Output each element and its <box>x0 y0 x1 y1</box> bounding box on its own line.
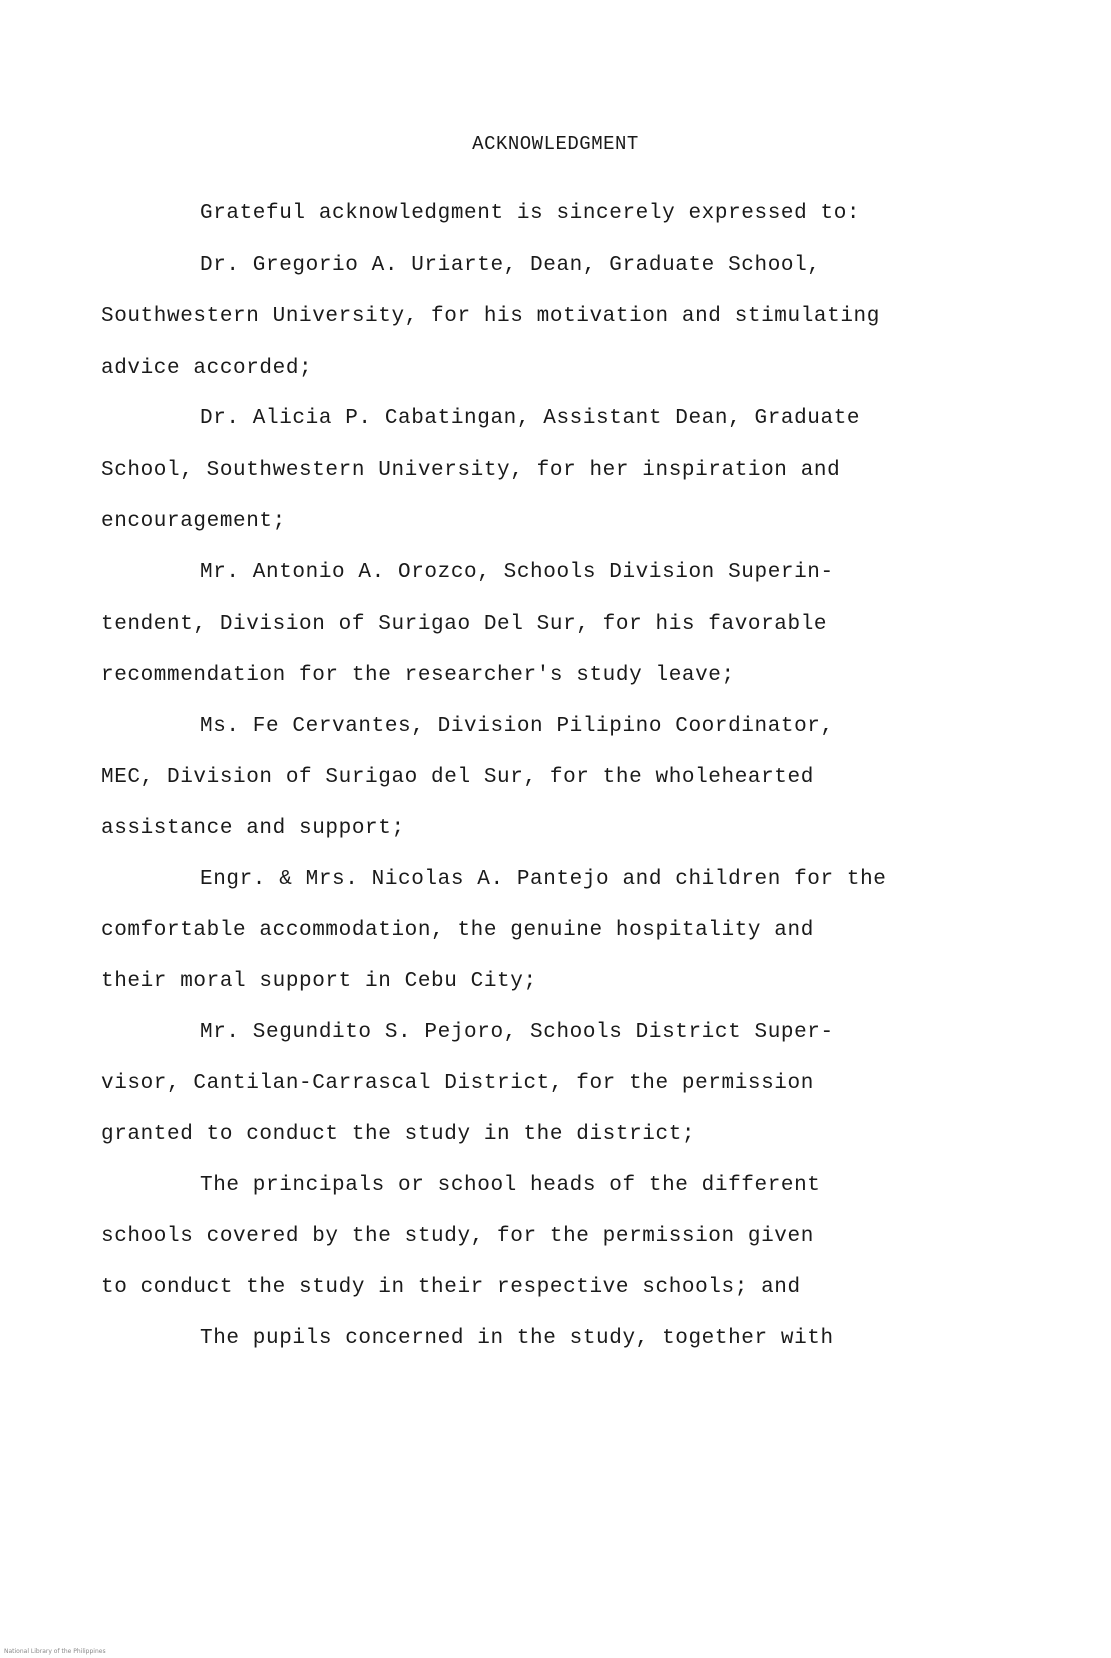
text-line: Dr. Alicia P. Cabatingan, Assistant Dean, Graduate <box>200 407 861 430</box>
text-line: Engr. & Mrs. Nicolas A. Pantejo and children for the <box>200 868 887 891</box>
text-line: schools covered by the study, for the permission given <box>101 1225 814 1248</box>
text-line: Dr. Gregorio A. Uriarte, Dean, Graduate School, <box>200 254 821 277</box>
text-line: recommendation for the researcher's study leave; <box>101 664 735 687</box>
text-line: to conduct the study in their respective schools; and <box>101 1276 801 1299</box>
text-line: visor, Cantilan-Carrascal District, for the permission <box>101 1072 814 1095</box>
text-line: Ms. Fe Cervantes, Division Pilipino Coordinator, <box>200 715 834 738</box>
text-line: The principals or school heads of the different <box>200 1174 821 1197</box>
text-line: School, Southwestern University, for her inspiration and <box>101 459 841 482</box>
page-title: ACKNOWLEDGMENT <box>472 133 639 155</box>
text-line: granted to conduct the study in the district; <box>101 1123 696 1146</box>
text-line: encouragement; <box>101 510 286 533</box>
text-line: assistance and support; <box>101 817 405 840</box>
text-line: Mr. Antonio A. Orozco, Schools Division Superin- <box>200 561 834 584</box>
footer-watermark: National Library of the Philippines <box>4 1648 106 1655</box>
text-line: MEC, Division of Surigao del Sur, for the wholehearted <box>101 766 814 789</box>
text-line: Mr. Segundito S. Pejoro, Schools District Super- <box>200 1021 834 1044</box>
text-line: tendent, Division of Surigao Del Sur, for his favorable <box>101 613 828 636</box>
text-line: Southwestern University, for his motivation and stimulating <box>101 305 880 328</box>
text-line: their moral support in Cebu City; <box>101 970 537 993</box>
text-line: advice accorded; <box>101 357 313 380</box>
text-line: The pupils concerned in the study, together with <box>200 1327 834 1350</box>
text-line: comfortable accommodation, the genuine hospitality and <box>101 919 814 942</box>
text-line: Grateful acknowledgment is sincerely expressed to: <box>200 202 861 225</box>
